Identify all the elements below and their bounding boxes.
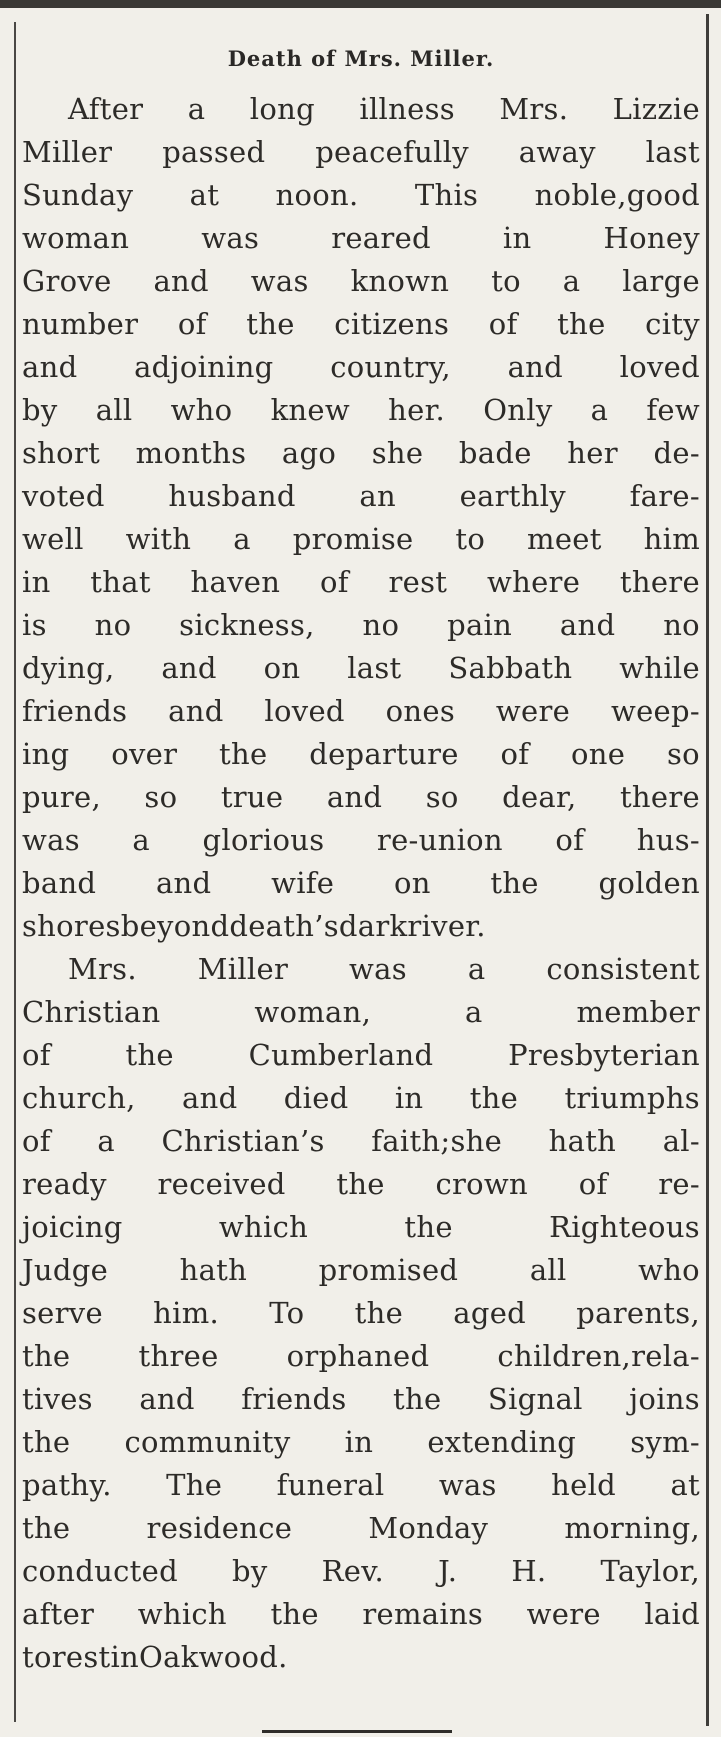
article-line: was a glorious re-union of hus- (22, 823, 700, 857)
article-line: Mrs. Miller was a consistent (68, 952, 700, 986)
article-line: well with a promise to meet him (22, 522, 700, 556)
article-line: by all who knew her. Only a few (22, 393, 700, 427)
article-line: serve him. To the aged parents, (22, 1296, 700, 1330)
article-line: short months ago she bade her de- (22, 436, 700, 470)
article-line: ready received the crown of re- (22, 1167, 700, 1201)
article-line: to rest in Oakwood. (22, 1640, 288, 1674)
bottom-column-rule (262, 1730, 452, 1733)
article-paragraph (22, 948, 700, 1679)
article-line: pure, so true and so dear, there (22, 780, 700, 814)
article-line: the community in extending sym- (22, 1425, 700, 1459)
article-line: woman was reared in Honey (22, 221, 700, 255)
article-line: conducted by Rev. J. H. Taylor, (22, 1554, 700, 1588)
article-line: Grove and was known to a large (22, 264, 700, 298)
article-line: after which the remains were laid (22, 1597, 700, 1631)
article-line: tives and friends the Signal joins (22, 1382, 700, 1416)
article-line: in that haven of rest where there (22, 565, 700, 599)
article-line: the three orphaned children,rela- (22, 1339, 700, 1373)
article-line: friends and loved ones were weep- (22, 694, 700, 728)
left-column-rule (14, 22, 16, 1722)
article-line: Christian woman, a member (22, 995, 700, 1029)
article-paragraph (22, 88, 700, 948)
article-line: of the Cumberland Presbyterian (22, 1038, 700, 1072)
article-line: Judge hath promised all who (22, 1253, 700, 1287)
article-line: ing over the departure of one so (22, 737, 700, 771)
article-line: is no sickness, no pain and no (22, 608, 700, 642)
article-line: Sunday at noon. This noble,good (22, 178, 700, 212)
article-line: Miller passed peacefully away last (22, 135, 700, 169)
article-body (22, 88, 700, 1679)
article-line: of a Christian’s faith;she hath al- (22, 1124, 700, 1158)
article-headline: Death of Mrs. Miller. (227, 46, 495, 71)
article-line: shores beyond death’s dark river. (22, 909, 486, 943)
right-column-rule (706, 14, 709, 1726)
top-column-rule (0, 0, 721, 8)
article-line: After a long illness Mrs. Lizzie (68, 92, 700, 126)
article-line: the residence Monday morning, (22, 1511, 700, 1545)
article-line: band and wife on the golden (22, 866, 700, 900)
article-line: pathy. The funeral was held at (22, 1468, 700, 1502)
article-line: number of the citizens of the city (22, 307, 700, 341)
article-line: church, and died in the triumphs (22, 1081, 700, 1115)
article-line: and adjoining country, and loved (22, 350, 700, 384)
article-line: dying, and on last Sabbath while (22, 651, 700, 685)
article-line: joicing which the Righteous (22, 1210, 700, 1244)
article-line: voted husband an earthly fare- (22, 479, 700, 513)
article-column (22, 30, 700, 1679)
